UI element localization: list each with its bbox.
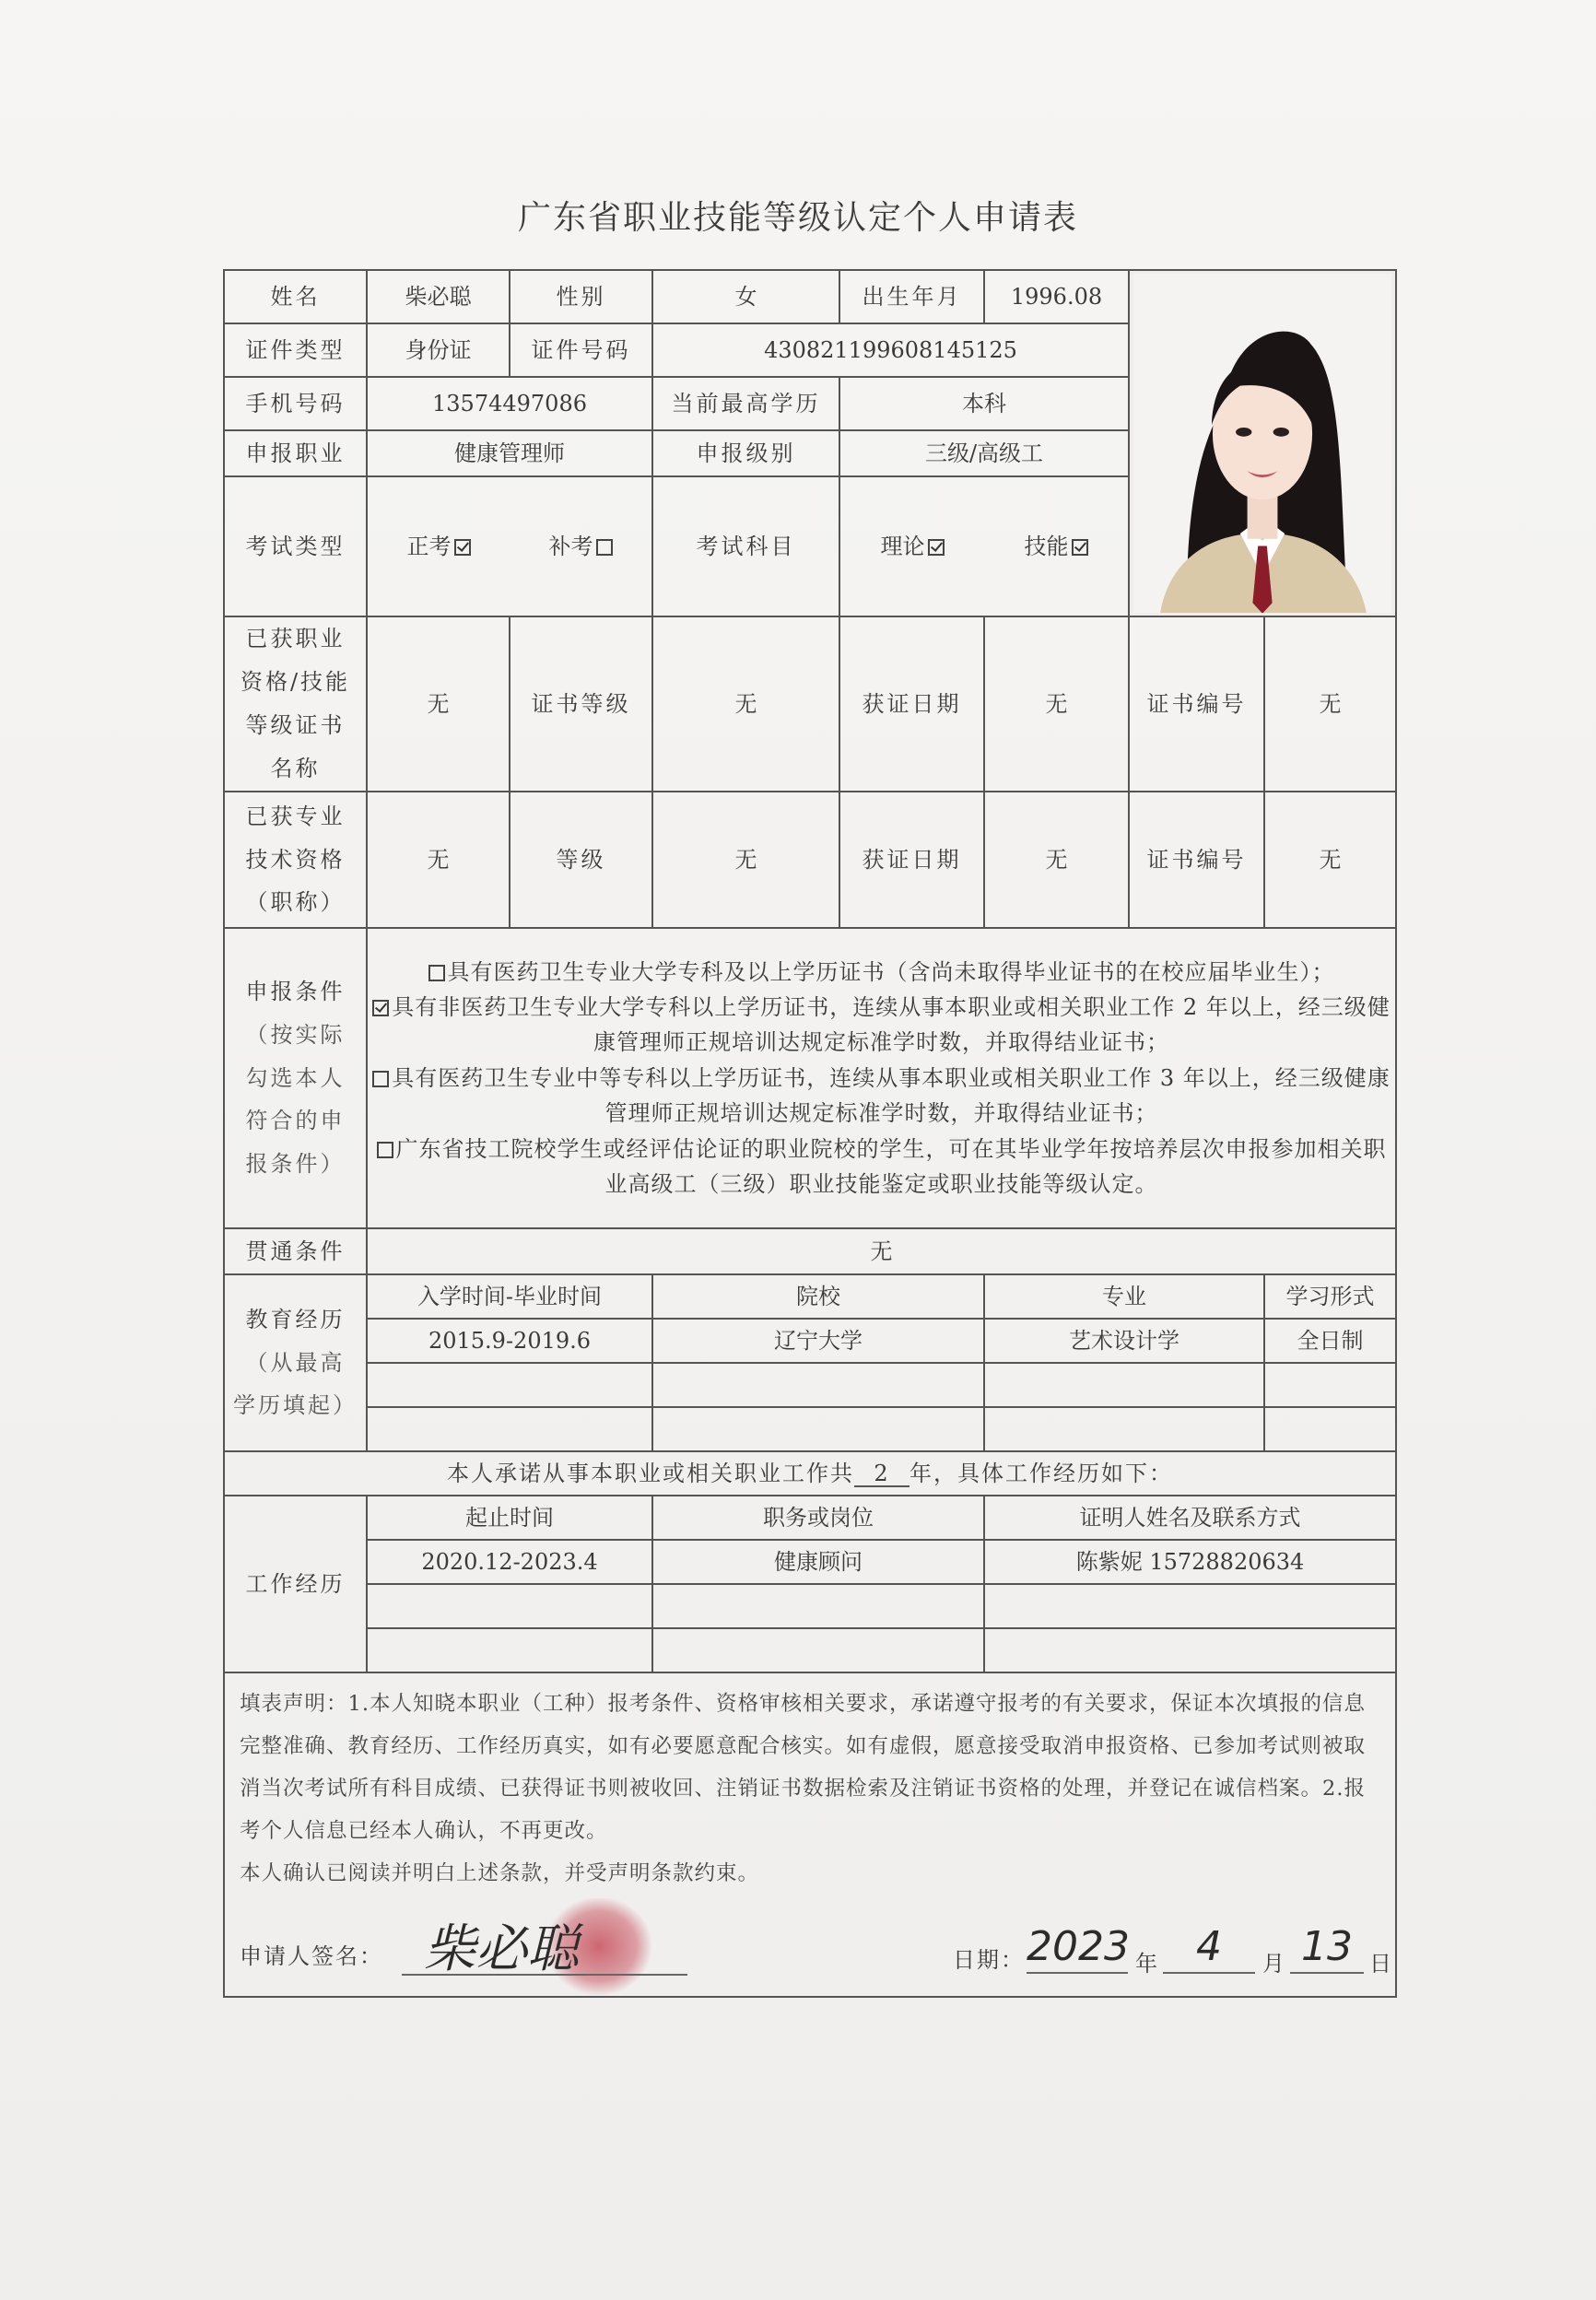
- name-label: 姓名: [224, 270, 367, 323]
- job-label: 申报职业: [224, 430, 367, 476]
- work-header-reference: 证明人姓名及联系方式: [984, 1496, 1396, 1540]
- exam-type-label: 考试类型: [224, 476, 367, 616]
- work-reference: [984, 1584, 1396, 1628]
- phone-label: 手机号码: [224, 377, 367, 430]
- table-row: [224, 1363, 1396, 1407]
- cert-date-value: 无: [984, 616, 1129, 792]
- id-type-label: 证件类型: [224, 323, 367, 377]
- exam-theory-option: [839, 476, 984, 616]
- tech-no-value: 无: [1264, 792, 1396, 928]
- table-row: [224, 1407, 1396, 1451]
- tech-title-label: [224, 792, 367, 928]
- birth-label: 出生年月: [839, 270, 984, 323]
- svg-text:柴必聪: 柴必聪: [424, 1919, 579, 1979]
- table-row: [224, 1540, 1396, 1584]
- condition-checkbox[interactable]: [428, 965, 445, 981]
- vocational-cert-label: [224, 616, 367, 792]
- declaration-text: 填表声明：1.本人知晓本职业（工种）报考条件、资格审核相关要求，承诺遵守报考的有关要求，保证本次填报的信息完整准确、教育经历、工作经历真实，如有必要愿意配合核实。如有虚假，愿意接受取消申报资格、已参加考试则被取消当次考试所有科目成绩、已获得证书则被收回、注销证书数据检索及注销证书资格的处理，并登记在诚信档案。2.报考个人信息已经本人确认，不再更改。: [240, 1692, 1367, 1843]
- work-reference: [984, 1628, 1396, 1672]
- job-value: 健康管理师: [367, 430, 652, 476]
- cert-date-label: 获证日期: [839, 616, 984, 792]
- id-number-label: 证件号码: [510, 323, 652, 377]
- exam-theory-checkbox[interactable]: [928, 539, 945, 556]
- vocational-cert-name: 无: [367, 616, 510, 792]
- cert-no-label: 证书编号: [1129, 616, 1264, 792]
- work-years: 2: [854, 1461, 909, 1487]
- form-title: 广东省职业技能等级认定个人申请表: [517, 199, 1078, 237]
- apply-level-value: 三级/高级工: [839, 430, 1129, 476]
- tech-title-name: 无: [367, 792, 510, 928]
- exam-regular-checkbox[interactable]: [454, 539, 471, 556]
- edu-major: 艺术设计学: [984, 1319, 1264, 1363]
- exam-makeup-option: [510, 476, 652, 616]
- exam-skill-text: 技能: [1024, 533, 1069, 559]
- through-value: 无: [367, 1228, 1396, 1274]
- date-label: 日期：: [953, 1947, 1025, 1973]
- work-period: [367, 1628, 652, 1672]
- education-label-text: 教育经历 （从最高 学历填起）: [233, 1306, 358, 1419]
- exam-subject-label: 考试科目: [652, 476, 839, 616]
- work-commitment: 本人承诺从事本职业或相关职业工作共 2 年，具体工作经历如下：: [224, 1451, 1396, 1496]
- edu-form: 全日制: [1264, 1319, 1396, 1363]
- signature-row: [240, 1898, 1391, 1987]
- work-reference: 陈紫妮 15728820634: [984, 1540, 1396, 1584]
- work-period: [367, 1584, 652, 1628]
- work-label: 工作经历: [224, 1496, 367, 1672]
- date-year-unit: 年: [1135, 1951, 1157, 1977]
- through-label: 贯通条件: [224, 1228, 367, 1274]
- birth-value: 1996.08: [984, 270, 1129, 323]
- condition-item: 具有医药卫生专业中等专科以上学历证书，连续从事本职业或相关职业工作 3 年以上，经三级健康管理师正规培训达规定标准学时数，并取得结业证书；: [371, 1061, 1391, 1132]
- edu-header-school: 院校: [652, 1274, 984, 1319]
- cert-no-value: 无: [1264, 616, 1396, 792]
- name-value: 柴必聪: [367, 270, 510, 323]
- education-level-label: 当前最高学历: [652, 377, 839, 430]
- edu-header-period: 入学时间-毕业时间: [367, 1274, 652, 1319]
- condition-item: 广东省技工院校学生或经评估论证的职业院校的学生，可在其毕业学年按培养层次申报参加相关职业高级工（三级）职业技能鉴定或职业技能等级认定。: [371, 1132, 1391, 1203]
- condition-item: 具有非医药卫生专业大学专科以上学历证书，连续从事本职业或相关职业工作 2 年以上，经三级健康管理师正规培训达规定标准学时数，并取得结业证书；: [371, 990, 1391, 1061]
- exam-skill-checkbox[interactable]: [1072, 539, 1088, 556]
- gender-label: 性别: [510, 270, 652, 323]
- tech-title-label-text: 已获专业 技术资格 （职称）: [245, 803, 346, 916]
- conditions-label: [224, 928, 367, 1228]
- id-photo: [1129, 270, 1396, 616]
- exam-regular-text: 正考: [406, 533, 452, 559]
- tech-no-label: 证书编号: [1129, 792, 1264, 928]
- handwritten-signature: [415, 1898, 691, 1997]
- exam-makeup-text: 补考: [548, 533, 593, 559]
- phone-value: 13574497086: [367, 377, 652, 430]
- date-month: 4: [1163, 1922, 1255, 1974]
- declaration-cell: [224, 1672, 1396, 1997]
- signature-label: 申请人签名：: [240, 1943, 383, 1969]
- conditions-label-text: 申报条件 （按实际 勾选本人 符合的申 报条件）: [245, 979, 346, 1178]
- edu-period: [367, 1407, 652, 1451]
- edu-header-major: 专业: [984, 1274, 1264, 1319]
- education-label: [224, 1274, 367, 1451]
- declaration-confirm: 本人确认已阅读并明白上述条款，并受声明条款约束。: [240, 1861, 760, 1885]
- work-position: [652, 1628, 984, 1672]
- conditions-list: [367, 928, 1396, 1228]
- condition-checkbox[interactable]: [372, 1000, 389, 1016]
- exam-regular-option: [367, 476, 510, 616]
- vocational-cert-label-text: 已获职业 资格/技能 等级证书 名称: [240, 626, 351, 781]
- date-day: 13: [1290, 1922, 1364, 1974]
- work-header-period: 起止时间: [367, 1496, 652, 1540]
- cert-level-value: 无: [652, 616, 839, 792]
- apply-level-label: 申报级别: [652, 430, 839, 476]
- tech-date-value: 无: [984, 792, 1129, 928]
- edu-period: [367, 1363, 652, 1407]
- edu-school: [652, 1407, 984, 1451]
- condition-item: 具有医药卫生专业大学专科及以上学历证书（含尚未取得毕业证书的在校应届毕业生）；: [371, 955, 1391, 990]
- education-level-value: 本科: [839, 377, 1129, 430]
- id-type-value: 身份证: [367, 323, 510, 377]
- date-field: [953, 1923, 1391, 1990]
- cert-level-label: 证书等级: [510, 616, 652, 792]
- edu-school: 辽宁大学: [652, 1319, 984, 1363]
- condition-checkbox[interactable]: [372, 1071, 389, 1087]
- table-row: [224, 1584, 1396, 1628]
- portrait-photo: [1133, 274, 1391, 614]
- edu-school: [652, 1363, 984, 1407]
- edu-form: [1264, 1407, 1396, 1451]
- condition-checkbox[interactable]: [377, 1142, 393, 1158]
- signature-underline: [402, 1974, 687, 1976]
- exam-skill-option: [984, 476, 1129, 616]
- date-year: 2023: [1027, 1922, 1128, 1974]
- table-row: [224, 1628, 1396, 1672]
- work-header-position: 职务或岗位: [652, 1496, 984, 1540]
- edu-form: [1264, 1363, 1396, 1407]
- edu-period: 2015.9-2019.6: [367, 1319, 652, 1363]
- date-month-unit: 月: [1262, 1951, 1285, 1977]
- work-period: 2020.12-2023.4: [367, 1540, 652, 1584]
- edu-major: [984, 1407, 1264, 1451]
- tech-level-value: 无: [652, 792, 839, 928]
- edu-major: [984, 1363, 1264, 1407]
- tech-level-label: 等级: [510, 792, 652, 928]
- application-form-table: [223, 269, 1397, 1998]
- edu-header-form: 学习形式: [1264, 1274, 1396, 1319]
- id-number-value: 430821199608145125: [652, 323, 1129, 377]
- date-day-unit: 日: [1369, 1951, 1391, 1977]
- work-position: 健康顾问: [652, 1540, 984, 1584]
- table-row: [224, 1319, 1396, 1363]
- tech-date-label: 获证日期: [839, 792, 984, 928]
- gender-value: 女: [652, 270, 839, 323]
- exam-makeup-checkbox[interactable]: [596, 539, 613, 556]
- exam-theory-text: 理论: [880, 533, 925, 559]
- work-position: [652, 1584, 984, 1628]
